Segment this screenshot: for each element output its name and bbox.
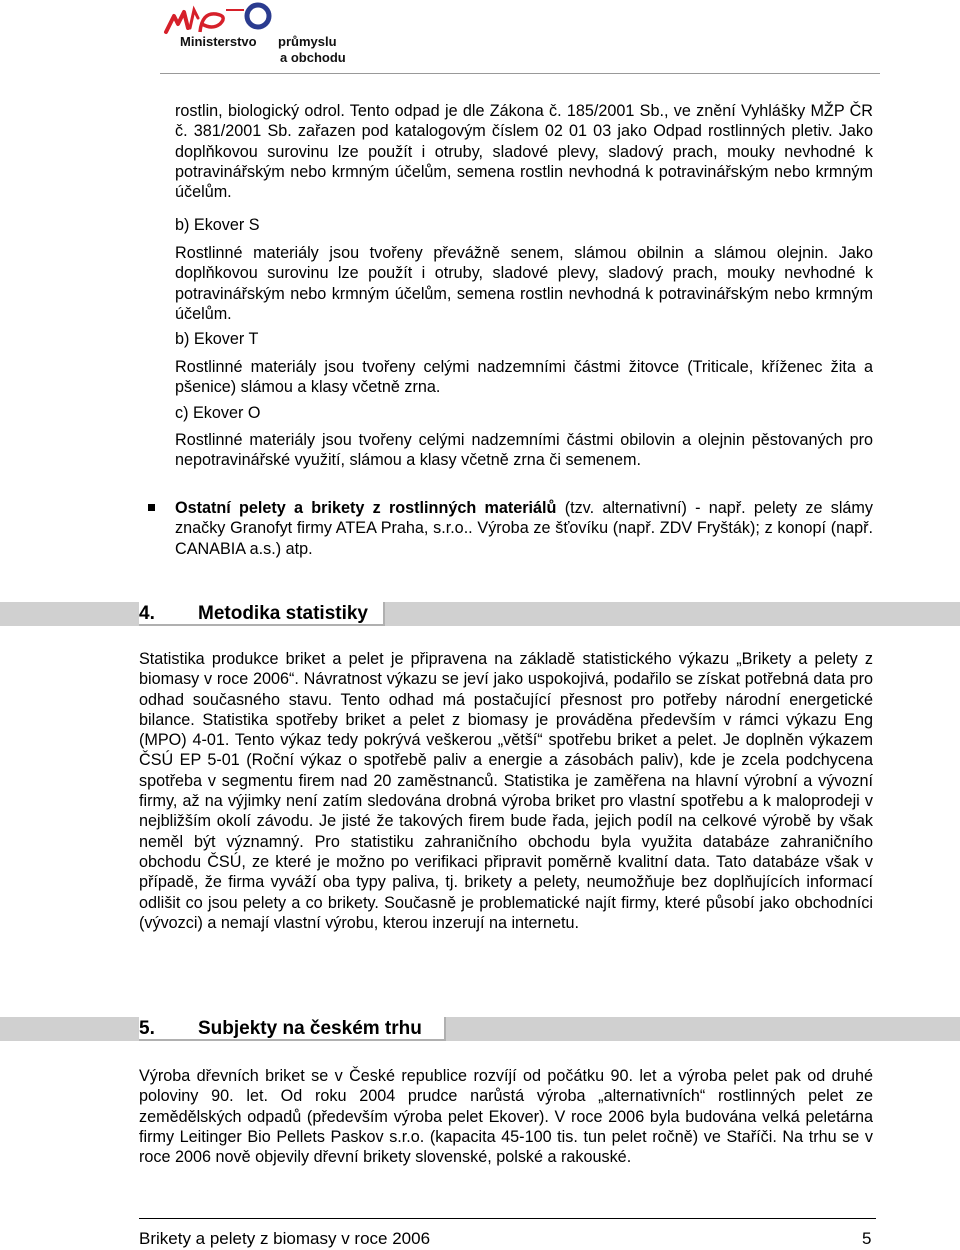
- mpo-logo: [160, 2, 346, 68]
- logo-text: [180, 34, 346, 65]
- subheading-ekover-s: b) Ekover S: [175, 216, 260, 234]
- section-4-title: Metodika statistiky: [198, 603, 368, 624]
- bullet-other-pellets: [175, 498, 873, 559]
- header-divider: [160, 73, 880, 74]
- section-5-heading: [139, 1017, 446, 1041]
- logo-line-1: Ministerstvo: [180, 34, 257, 49]
- subheading-ekover-o: c) Ekover O: [175, 404, 261, 422]
- section-4-heading: [139, 602, 385, 626]
- subheading-ekover-t: b) Ekover T: [175, 330, 259, 348]
- footer-divider: [139, 1218, 876, 1219]
- section-4-text: Statistika produkce briket a pelet je připravena na základě statistického výkazu „Brikety a pelety z biomasy v roce 2006“. Návratnost výkazu se jeví jako uspokojivá, podařilo se získat potřebná data pro odhad současného stavu. Tento odhad má postačující přesnost pro potřeby národní energetické bilance. Statistika spotřeby briket a pelet z biomasy je prováděna především v rámci výkazu Eng (MPO) 4-01. Tento výkaz tedy pokrývá veškerou „větší“ spotřebu briket a pelet. Je doplněn výkazem ČSÚ EP 5-01 (Roční výkaz o spotřebě paliv a energie a zásobách paliv), kde je zcela podchycena spotřeba v segmentu firem nad 20 zaměstnanců. Statistika je zaměřena na hlavní výrobní a vývozní firmy, až na výjimky není zatím sledována drobná výroba briket pro vlastní spotřebu a k maloprodeji v nejbližším okolí závodu. Je jisté že takových firem bude řada, jejich podíl na celkové výrobě by však neměl být významný. Pro statistiku zahraničního obchodu byla využita databáze zahraničního obchodu ČSÚ, ze které je možno po verifikaci připravit poměrně kvalitní data. Tato databáze však v případě, že firma vyváží oba typy paliva, tj. brikety a pelety, neumožňuje bez doplňujících informací odlišit co jsou pelety a co brikety. Současně je problematické najít firmy, které působí jako obchodníci (vývozci) a nemají vlastní výrobu, kterou inzerují na internetu.: [139, 650, 873, 932]
- paragraph-ekover-s: Rostlinné materiály jsou tvořeny převážně senem, slámou obilnin a slámou olejnin. Jako doplňkovou surovinu lze použít i otruby, sladové plevy, sladový prach, mouky nevhodné k potravinářským nebo krmným účelům, semena rostlin nevhodná k potravinářským nebo krmným účelům.: [175, 244, 873, 323]
- mpo-logo-mark: [160, 2, 300, 38]
- section-5-text: Výroba dřevních briket se v České republice rozvíjí od počátku 90. let a výroba pelet pak od druhé poloviny 90. let. Od roku 2004 prudce narůstá výroba „alternativních“ rostlinných pelet ze zemědělských odpadů (především výroba pelet Ekover). V roce 2006 byla budována velká peletárna firmy Leitinger Bio Pellets Paskov s.r.o. (kapacita 45-100 tis. tun pelet ročně) ve Staříči. Na trhu se v roce 2006 nově objevily dřevní brikety slovenské, polské a rakouské.: [139, 1067, 873, 1167]
- bullet-rest-text: (tzv. alternativní) - např. pelety ze slámy značky Granofyt firmy ATEA Praha, s.r.o.. Výroba ze šťovíku (např. ZDV Fryšták); z konopí (např. CANABIA a.s.) atp.: [175, 499, 873, 558]
- paragraph-ekover-o: Rostlinné materiály jsou tvořeny celými nadzemními částmi obilovin a olejnin pěstovaných pro nepotravinářské využití, slámou a klasy včetně zrna či semenem.: [175, 431, 873, 470]
- page-number: 5: [862, 1229, 872, 1248]
- logo-line-3: a obchodu: [280, 50, 346, 65]
- paragraph-intro: rostlin, biologický odrol. Tento odpad je dle Zákona č. 185/2001 Sb., ve znění Vyhlášky MŽP ČR č. 381/2001 Sb. zařazen pod katalogovým číslem 02 01 03 jako Odpad rostlinných pletiv. Jako doplňkovou surovinu lze použít i otruby, sladové plevy, sladový prach, mouky nevhodné k potravinářským nebo krmným účelům, semena rostlin nevhodná k potravinářským nebo krmným účelům.: [175, 102, 873, 202]
- paragraph-ekover-t: Rostlinné materiály jsou tvořeny celými nadzemními částmi žitovce (Triticale, kříženec žita a pšenice) slámou a klasy včetně zrna.: [175, 358, 873, 397]
- footer-title: Brikety a pelety z biomasy v roce 2006: [139, 1229, 431, 1248]
- section-5-title: Subjekty na českém trhu: [198, 1018, 422, 1039]
- logo-line-2: průmyslu: [278, 34, 337, 49]
- bullet-square-icon: [148, 504, 155, 511]
- section-4-number: 4.: [139, 603, 155, 624]
- section-5-number: 5.: [139, 1018, 155, 1039]
- bullet-bold-text: Ostatní pelety a brikety z rostlinných materiálů: [175, 499, 557, 517]
